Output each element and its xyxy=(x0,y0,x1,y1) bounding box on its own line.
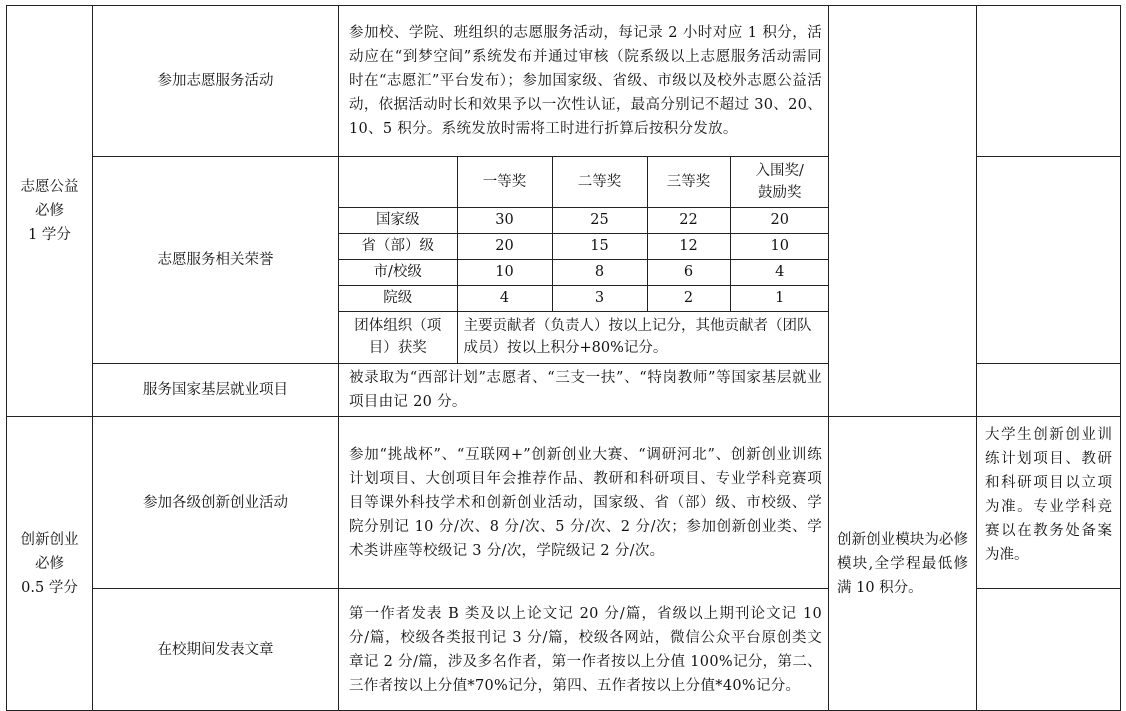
award-value: 1 xyxy=(730,285,829,311)
award-header-second: 二等奖 xyxy=(552,157,647,207)
category-innovation-line1: 创新创业 xyxy=(20,531,79,548)
remark-cell-grassroots xyxy=(977,364,1121,417)
item-volunteer-activity: 参加志愿服务活动 xyxy=(93,6,339,157)
desc-volunteer-activity: 参加校、学院、班组织的志愿服务活动，每记录 2 小时对应 1 积分，活动应在“到梦空间”系统发布并通过审核（院系级以上志愿服务活动需同时在“志愿汇”平台发布）；参加国家级、省级、市级以及校外志愿公益活动，依据活动时长和效果予以一次性认证，最高分别记不超过 30、20、10、5 积分。系统发放时需将工时进行折算后按积分发放。 xyxy=(339,6,829,157)
award-level: 院级 xyxy=(339,285,457,311)
remark-cell-volunteer-activity xyxy=(977,6,1121,157)
award-team-label xyxy=(339,311,457,363)
award-team-label-line1: 团体组织（项 xyxy=(354,318,442,335)
award-level: 国家级 xyxy=(339,207,457,233)
note-innovation-remark: 大学生创新创业训练计划项目、教研和科研项目以立项为准。专业学科竞赛以在教务处备案为准。 xyxy=(977,417,1121,589)
category-volunteer-line3: 1 学分 xyxy=(28,227,71,243)
award-row-city-school xyxy=(339,259,829,285)
award-value: 20 xyxy=(730,207,829,233)
row-innovation-activity xyxy=(7,417,1121,589)
award-header-third: 三等奖 xyxy=(647,157,730,207)
note-innovation-module: 创新创业模块为必修模块,全学程最低修满 10 积分。 xyxy=(829,417,977,711)
award-value: 4 xyxy=(730,259,829,285)
award-value: 4 xyxy=(457,285,552,311)
award-value: 20 xyxy=(457,233,552,259)
category-volunteer-line1: 志愿公益 xyxy=(20,179,79,195)
award-row-provincial xyxy=(339,233,829,259)
desc-grassroots: 被录取为“西部计划”志愿者、“三支一扶”、“特岗教师”等国家基层就业项目由记 20 分。 xyxy=(339,364,829,417)
category-innovation xyxy=(7,417,93,711)
award-value: 12 xyxy=(647,233,730,259)
remark-cell-articles xyxy=(977,589,1121,711)
award-row-team xyxy=(339,311,829,363)
category-innovation-line2: 必修 xyxy=(35,555,64,572)
award-value: 2 xyxy=(647,285,730,311)
category-volunteer xyxy=(7,6,93,417)
award-header-finalist xyxy=(730,157,829,207)
award-value: 6 xyxy=(647,259,730,285)
category-volunteer-line2: 必修 xyxy=(35,203,64,219)
credit-rules-table xyxy=(6,5,1121,711)
remark-cell-volunteer-honor xyxy=(977,157,1121,364)
desc-articles: 第一作者发表 B 类及以上论文记 20 分/篇，省级以上期刊论文记 10 分/篇，校级各类报刊记 3 分/篇，校级各网站，微信公众平台原创类文章记 2 分/篇，涉及多名作者，第一作者按以上分值 100%记分，第二、三作者按以上分值*70%记分，第四、五作者按以上分值*40%记分。 xyxy=(339,589,829,711)
item-innovation-activity: 参加各级创新创业活动 xyxy=(93,417,339,589)
award-table-cell xyxy=(339,157,829,364)
module-cell-volunteer xyxy=(829,6,977,417)
award-row-national xyxy=(339,207,829,233)
award-level: 市/校级 xyxy=(339,259,457,285)
item-volunteer-honor: 志愿服务相关荣誉 xyxy=(93,157,339,364)
desc-innovation-activity: 参加“挑战杯”、“互联网+”创新创业大赛、“调研河北”、创新创业训练计划项目、大创项目年会推荐作品、教研和科研项目、专业学科竞赛项目等课外科技学术和创新创业活动，国家级、省（部）级、市校级、学院分别记 10 分/次、8 分/次、5 分/次、2 分/次；参加创新创业类、学术类讲座等校级记 3 分/次，学院级记 2 分/次。 xyxy=(339,417,829,589)
award-row-college xyxy=(339,285,829,311)
category-innovation-line3: 0.5 学分 xyxy=(21,579,78,596)
award-value: 10 xyxy=(457,259,552,285)
award-value: 22 xyxy=(647,207,730,233)
item-grassroots: 服务国家基层就业项目 xyxy=(93,364,339,417)
award-team-label-line2: 目）获奖 xyxy=(368,340,427,357)
award-header-finalist-line1: 入围奖/ xyxy=(755,162,804,179)
award-value: 30 xyxy=(457,207,552,233)
award-value: 25 xyxy=(552,207,647,233)
award-header-blank xyxy=(339,157,457,207)
award-value: 10 xyxy=(730,233,829,259)
award-value: 15 xyxy=(552,233,647,259)
award-table xyxy=(339,157,829,363)
row-volunteer-activity xyxy=(7,6,1121,157)
award-header-first: 一等奖 xyxy=(457,157,552,207)
award-value: 3 xyxy=(552,285,647,311)
item-articles: 在校期间发表文章 xyxy=(93,589,339,711)
award-value: 8 xyxy=(552,259,647,285)
award-level: 省（部）级 xyxy=(339,233,457,259)
award-header-row xyxy=(339,157,829,207)
award-header-finalist-line2: 鼓励奖 xyxy=(758,184,802,201)
award-team-desc: 主要贡献者（负责人）按以上记分，其他贡献者（团队成员）按以上积分+80%记分。 xyxy=(457,311,829,363)
